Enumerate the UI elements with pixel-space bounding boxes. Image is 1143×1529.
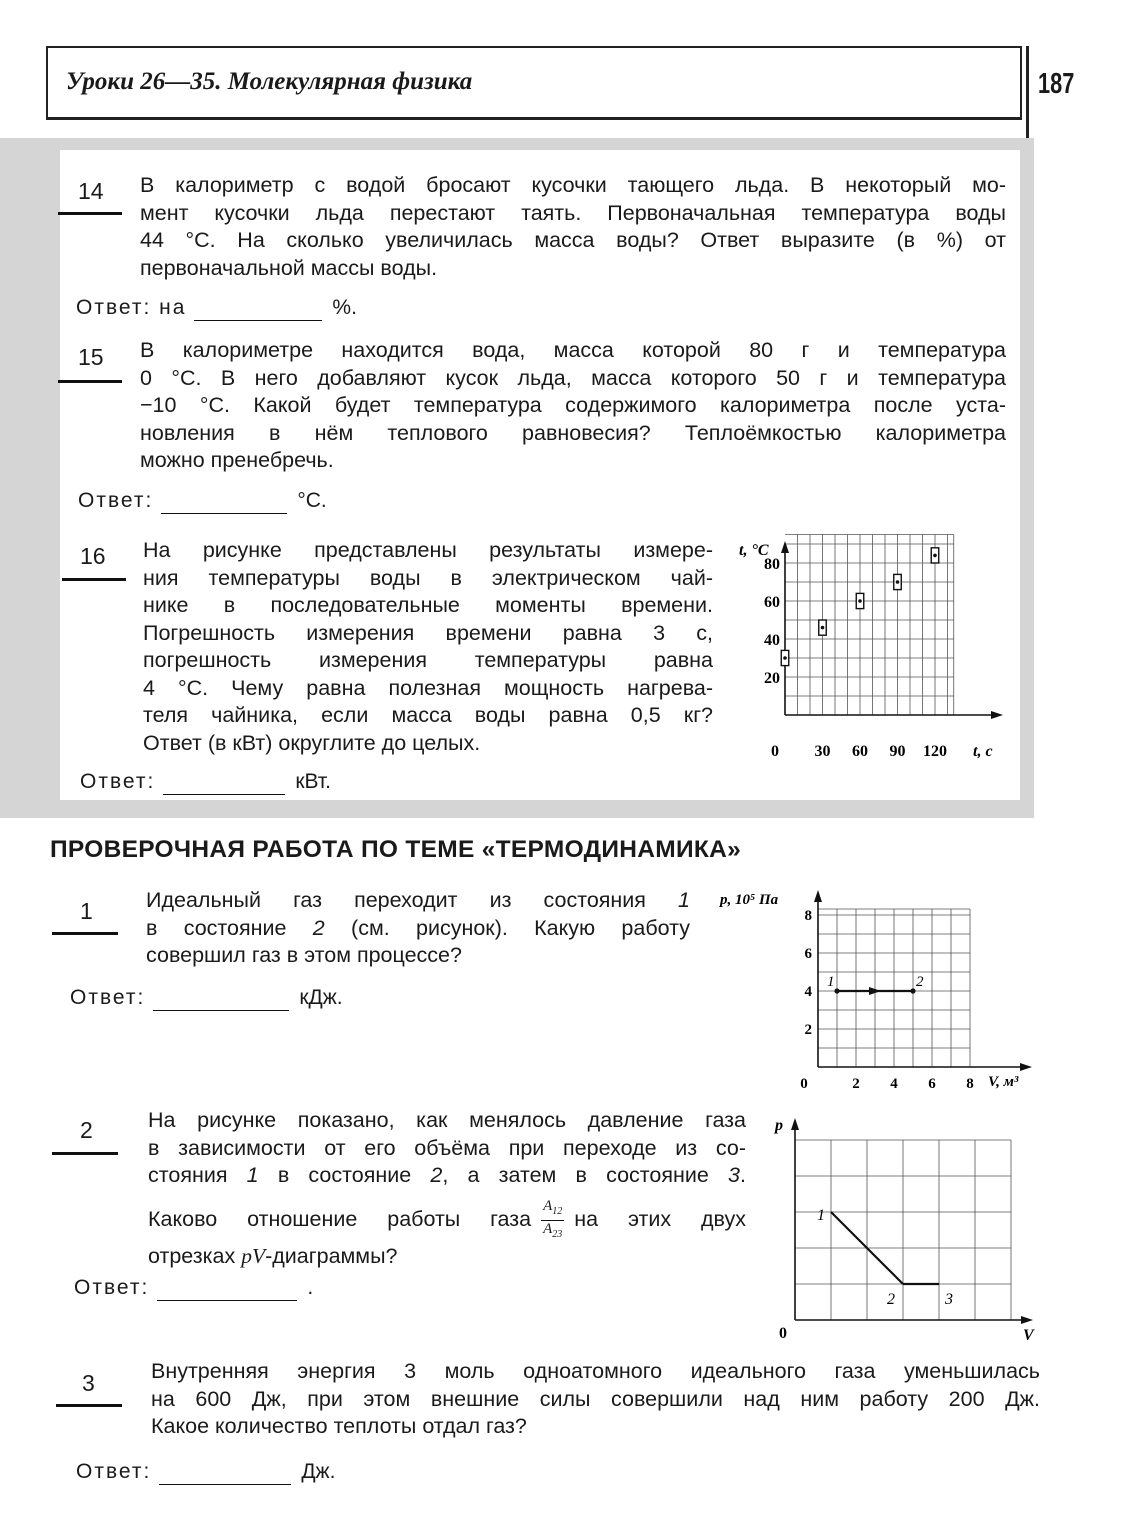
text-fragment: . bbox=[740, 1163, 746, 1187]
data-point bbox=[783, 656, 787, 660]
text-fragment: , а затем в состояние bbox=[442, 1163, 709, 1187]
x-axis-label: t, c bbox=[973, 743, 993, 760]
x-tick-label: 120 bbox=[923, 743, 947, 760]
text-line: на 600 Дж, при этом внешние силы совершили над ним работу 200 Дж. bbox=[151, 1386, 1040, 1411]
text-fragment: -диаграммы? bbox=[265, 1243, 398, 1268]
text-fragment: в состояние bbox=[146, 915, 287, 940]
x-tick-label: 8 bbox=[966, 1076, 974, 1092]
text-fragment: на этих двух bbox=[574, 1206, 746, 1231]
header-rule bbox=[1026, 46, 1029, 138]
task-16-text bbox=[143, 537, 713, 757]
data-point bbox=[933, 554, 937, 558]
temperature-time-chart bbox=[735, 533, 1015, 768]
text-fragment: отрезках bbox=[148, 1243, 236, 1268]
text-line: 44 °С. На сколько увеличилась масса воды? Ответ выразите (в %) от bbox=[140, 228, 1006, 252]
answer-unit: %. bbox=[332, 296, 357, 319]
x-axis-arrow bbox=[1021, 1316, 1033, 1324]
text-line bbox=[146, 915, 690, 943]
y-axis-arrow bbox=[781, 541, 789, 553]
text-line: совершил газ в этом процессе? bbox=[146, 943, 462, 967]
state-label: 1 bbox=[817, 1207, 825, 1224]
fraction-numerator bbox=[541, 1198, 564, 1221]
text-fragment: (см. рисунок). Какую работу bbox=[351, 915, 690, 940]
text-line: −10 °С. Какой будет температура содержимого калориметра после уста- bbox=[140, 393, 1006, 417]
origin-label: 0 bbox=[779, 1325, 787, 1342]
pv-diagram-qualitative bbox=[765, 1110, 1045, 1345]
text-line: На рисунке показано, как менялось давление газа bbox=[148, 1108, 746, 1132]
x-tick-label: 0 bbox=[771, 743, 779, 760]
text-line: На рисунке представлены результаты измере- bbox=[143, 538, 713, 562]
q1-number: 1 bbox=[80, 898, 93, 924]
q3-number: 3 bbox=[82, 1370, 95, 1396]
task-15-number: 15 bbox=[78, 344, 104, 370]
y-axis-arrow bbox=[791, 1118, 799, 1130]
state-label: 2 bbox=[887, 1291, 895, 1308]
state-label: 3 bbox=[945, 1291, 953, 1308]
task-15-text bbox=[140, 337, 1006, 475]
x-tick-label: 60 bbox=[852, 743, 868, 760]
task-16-number: 16 bbox=[80, 543, 106, 569]
y-tick-label: 80 bbox=[764, 556, 780, 573]
text-line: нике в последовательные моменты времени. bbox=[143, 593, 713, 617]
text-line: в зависимости от его объёма при переходе из со- bbox=[148, 1135, 746, 1160]
answer-blank[interactable] bbox=[159, 1460, 291, 1485]
text-line bbox=[148, 1162, 746, 1190]
header-box bbox=[46, 46, 1022, 120]
y-tick-label: 2 bbox=[804, 1022, 812, 1038]
text-line: первоначальной массы воды. bbox=[140, 255, 438, 280]
task-15-bar bbox=[58, 380, 122, 383]
answer-blank[interactable] bbox=[163, 770, 285, 795]
data-point bbox=[821, 626, 825, 630]
text-line bbox=[148, 1198, 746, 1243]
answer-unit: кДж. bbox=[299, 986, 343, 1009]
fraction-symbol: A bbox=[543, 1220, 553, 1237]
x-tick-label: 4 bbox=[890, 1076, 898, 1092]
answer-blank[interactable] bbox=[157, 1276, 297, 1301]
answer-label: Ответ: bbox=[74, 1276, 150, 1299]
task-14-answer bbox=[76, 296, 357, 321]
q1-text bbox=[146, 887, 690, 970]
text-line: мент кусочки льда перестают таять. Первоначальная температура воды bbox=[140, 200, 1006, 225]
y-axis-label: t, °C bbox=[739, 542, 769, 559]
answer-blank[interactable] bbox=[161, 489, 287, 514]
text-line: 0 °С. В него добавляют кусок льда, масса которого 50 г и температура bbox=[140, 365, 1006, 390]
x-tick-label: 0 bbox=[800, 1076, 808, 1092]
text-line bbox=[146, 887, 690, 915]
task-16-answer bbox=[80, 770, 331, 795]
task-15-answer bbox=[78, 489, 327, 514]
text-fragment: Каково отношение работы газа bbox=[148, 1206, 532, 1231]
text-line: 4 °С. Чему равна полезная мощность нагрева- bbox=[143, 675, 713, 700]
pv-diagram-numeric bbox=[712, 880, 1042, 1095]
answer-blank[interactable] bbox=[194, 296, 322, 321]
answer-unit: °С. bbox=[297, 489, 327, 512]
y-tick-label: 4 bbox=[804, 984, 812, 1000]
text-line: новления в нём теплового равновесия? Теплоёмкостью калориметра bbox=[140, 420, 1006, 445]
answer-blank[interactable] bbox=[153, 986, 289, 1011]
q1-answer bbox=[70, 986, 343, 1011]
text-line bbox=[148, 1243, 746, 1271]
text-line: Ответ (в кВт) округлите до целых. bbox=[143, 730, 481, 755]
task-14-bar bbox=[58, 212, 122, 215]
x-tick-label: 2 bbox=[852, 1076, 860, 1092]
text-fragment: в состояние bbox=[277, 1163, 412, 1187]
page-number: 187 bbox=[1038, 68, 1075, 100]
answer-unit: Дж. bbox=[301, 1460, 336, 1483]
answer-unit: . bbox=[307, 1276, 314, 1299]
state-label: 1 bbox=[678, 888, 690, 912]
y-axis-label: p, 10⁵ Па bbox=[720, 892, 779, 908]
q2-bar bbox=[52, 1152, 118, 1155]
text-fragment: Идеальный газ переходит из состояния bbox=[146, 888, 646, 912]
answer-unit: кВт. bbox=[295, 770, 331, 793]
text-line: погрешность измерения температуры равна bbox=[143, 648, 713, 672]
section-title: ПРОВЕРОЧНАЯ РАБОТА ПО ТЕМЕ «ТЕРМОДИНАМИКА» bbox=[50, 836, 742, 863]
state-label: 3 bbox=[728, 1163, 741, 1187]
answer-label: Ответ: на bbox=[76, 296, 187, 319]
text-line: Погрешность измерения времени равна 3 с, bbox=[143, 620, 713, 645]
x-tick-label: 6 bbox=[928, 1076, 936, 1092]
state-point bbox=[910, 988, 915, 993]
fraction-subscript: 23 bbox=[552, 1228, 563, 1240]
x-tick-label: 30 bbox=[814, 743, 831, 760]
y-axis-arrow bbox=[814, 890, 822, 902]
text-line: В калориметр с водой бросают кусочки тающего льда. В некоторый мо- bbox=[140, 173, 1006, 197]
data-point bbox=[858, 599, 862, 603]
text-line: В калориметре находится вода, масса которой 80 г и температура bbox=[140, 338, 1006, 362]
state-label: 1 bbox=[827, 974, 835, 990]
x-axis-label: V bbox=[1023, 1327, 1034, 1344]
formula-pv: pV bbox=[241, 1243, 266, 1268]
q2-text bbox=[148, 1107, 746, 1270]
task-16-bar bbox=[62, 578, 126, 581]
q2-number: 2 bbox=[80, 1117, 93, 1143]
x-axis-arrow bbox=[991, 711, 1003, 719]
work-ratio-fraction bbox=[541, 1198, 564, 1243]
answer-label: Ответ: bbox=[76, 1460, 152, 1483]
fraction-symbol: A bbox=[543, 1197, 553, 1214]
y-tick-label: 40 bbox=[764, 632, 780, 649]
text-line: ния температуры воды в электрическом чай- bbox=[143, 565, 713, 590]
y-tick-label: 60 bbox=[764, 594, 780, 611]
text-line: теля чайника, если масса воды равна 0,5 кг? bbox=[143, 703, 713, 727]
fraction-subscript: 12 bbox=[552, 1205, 563, 1217]
q2-answer bbox=[74, 1276, 313, 1301]
task-14-text bbox=[140, 172, 1006, 282]
state-label: 2 bbox=[312, 915, 325, 940]
y-tick-label: 8 bbox=[804, 908, 812, 924]
text-line: Какое количество теплоты отдал газ? bbox=[151, 1414, 527, 1438]
state-label: 2 bbox=[916, 974, 924, 990]
x-axis-label: V, м³ bbox=[988, 1074, 1019, 1090]
q3-text bbox=[151, 1358, 1040, 1441]
answer-label: Ответ: bbox=[78, 489, 154, 512]
data-point bbox=[896, 580, 900, 584]
text-fragment: стояния bbox=[148, 1163, 228, 1187]
q3-bar bbox=[56, 1404, 122, 1407]
y-tick-label: 20 bbox=[764, 670, 780, 687]
fraction-denominator bbox=[543, 1221, 562, 1243]
text-line: Внутренняя энергия 3 моль одноатомного идеального газа уменьшилась bbox=[151, 1359, 1040, 1383]
y-tick-label: 6 bbox=[804, 946, 812, 962]
answer-label: Ответ: bbox=[70, 986, 146, 1009]
q3-answer bbox=[76, 1460, 335, 1485]
y-axis-label: p bbox=[775, 1117, 783, 1134]
x-axis-arrow bbox=[1020, 1063, 1032, 1071]
state-label: 2 bbox=[430, 1163, 443, 1187]
header-title: Уроки 26—35. Молекулярная физика bbox=[66, 68, 473, 95]
state-point bbox=[834, 988, 839, 993]
x-tick-label: 90 bbox=[889, 743, 906, 760]
task-14-number: 14 bbox=[78, 178, 104, 204]
text-line: можно пренебречь. bbox=[140, 448, 334, 472]
state-label: 1 bbox=[246, 1163, 259, 1187]
q1-bar bbox=[52, 932, 118, 935]
answer-label: Ответ: bbox=[80, 770, 156, 793]
